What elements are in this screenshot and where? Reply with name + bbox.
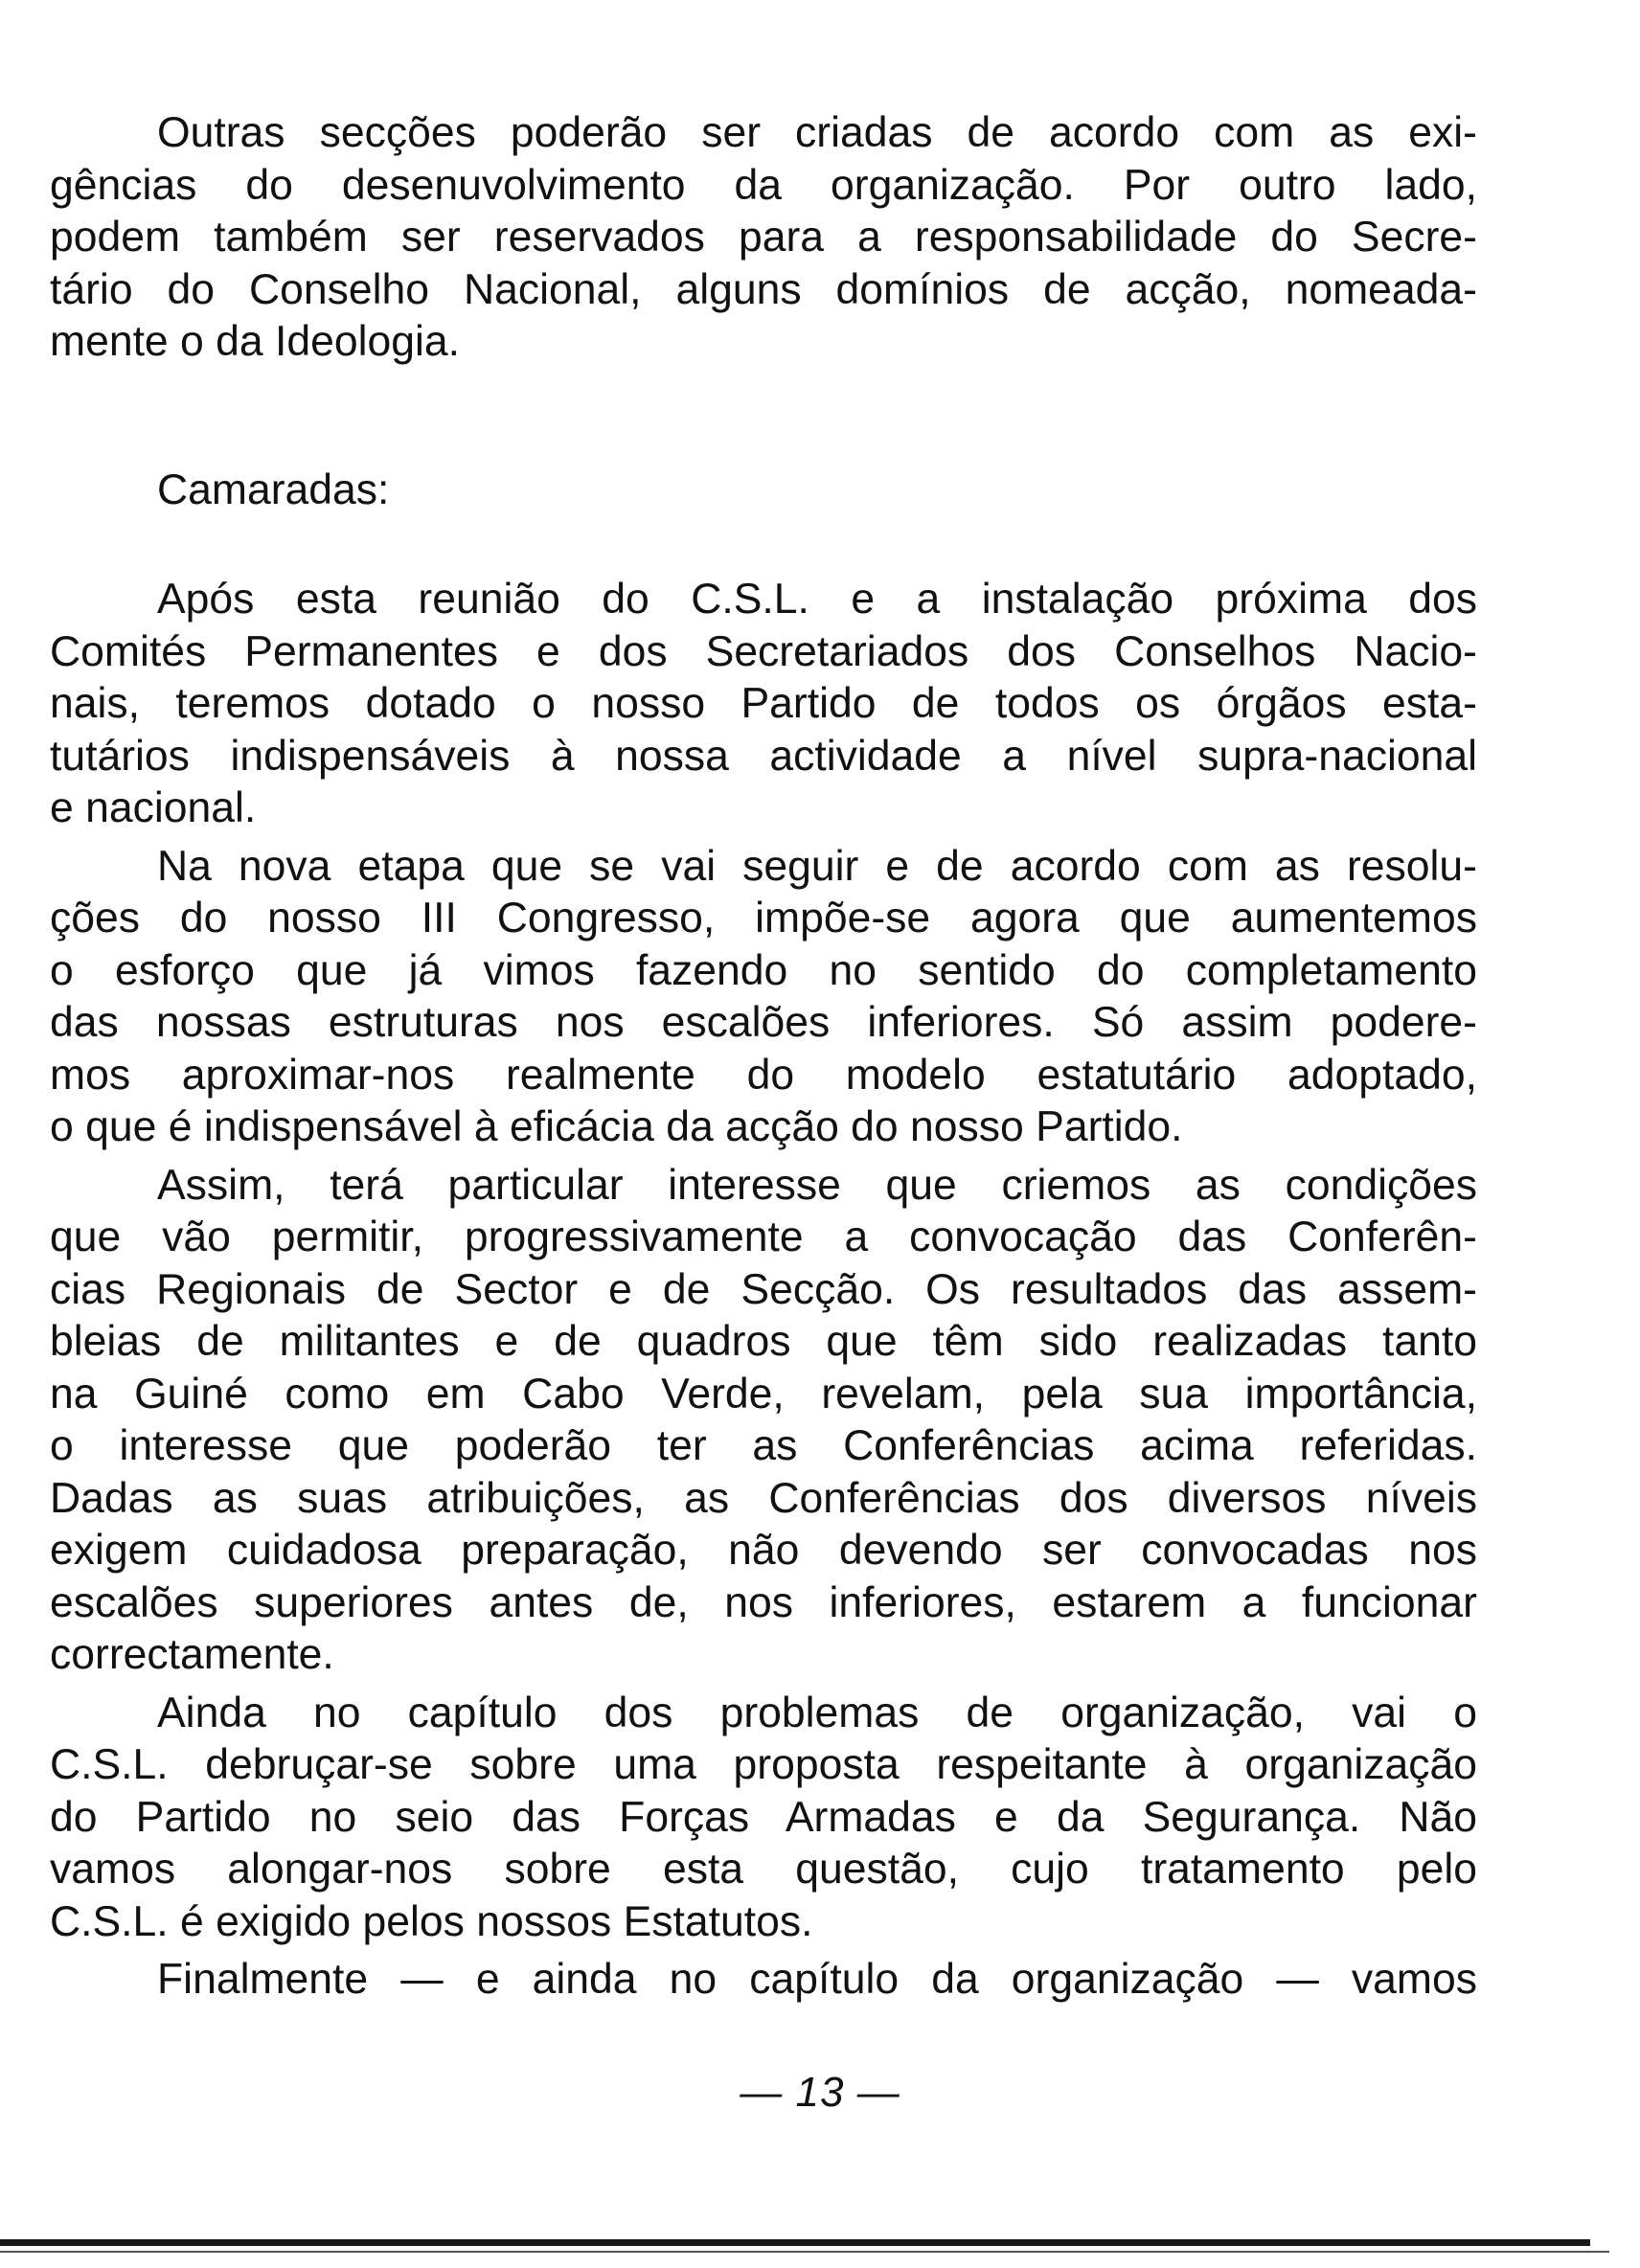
paragraph-2 <box>50 574 1477 835</box>
text-line: na Guiné como em Cabo Verde, revelam, pela sua importância, <box>50 1370 1477 1418</box>
paragraph-3 <box>50 841 1477 1154</box>
text-line: Assim, terá particular interesse que criemos as condições <box>157 1161 1477 1209</box>
text-line: Ainda no capítulo dos problemas de organização, vai o <box>157 1689 1477 1736</box>
text-line: bleias de militantes e de quadros que têm sido realizadas tanto <box>50 1318 1477 1365</box>
paragraph-4 <box>50 1160 1477 1682</box>
text-line: Após esta reunião do C.S.L. e a instalação próxima dos <box>157 576 1477 623</box>
text-line: correctamente. <box>50 1631 334 1678</box>
text-line: que vão permitir, progressivamente a convocação das Conferên- <box>50 1213 1477 1260</box>
text-line: gências do desenuvolvimento da organização. Por outro lado, <box>50 161 1477 209</box>
text-line: exigem cuidadosa preparação, não devendo ser convocadas nos <box>50 1527 1477 1574</box>
text-line: o que é indispensável à eficácia da acção do nosso Partido. <box>50 1103 1183 1150</box>
bottom-rule-shadow <box>0 2251 1609 2253</box>
text-line: tutários indispensáveis à nossa actividade a nível supra-nacional <box>50 732 1477 780</box>
text-line: nais, teremos dotado o nosso Partido de todos os órgãos esta- <box>50 680 1477 727</box>
text-line: mos aproximar-nos realmente do modelo estatutário adoptado, <box>50 1051 1477 1099</box>
text-line: escalões superiores antes de, nos inferiores, estarem a funcionar <box>50 1578 1477 1626</box>
text-line: cias Regionais de Sector e de Secção. Os resultados das assem- <box>50 1265 1477 1313</box>
document-page <box>50 107 1477 2007</box>
text-line: o interesse que poderão ter as Conferências acima referidas. <box>50 1422 1477 1469</box>
text-line: Outras secções poderão ser criadas de acordo com as exi- <box>157 109 1477 156</box>
bottom-rule <box>0 2239 1590 2246</box>
salutation: Camaradas: <box>157 465 390 513</box>
text-line: Na nova etapa que se vai seguir e de acordo com as resolu- <box>157 842 1477 890</box>
text-line: mente o da Ideologia. <box>50 318 461 365</box>
paragraph-5 <box>50 1688 1477 1949</box>
text-line: o esforço que já vimos fazendo no sentido do completamento <box>50 946 1477 994</box>
text-line: vamos alongar-nos sobre esta questão, cujo tratamento pelo <box>50 1846 1477 1893</box>
page-number: — 13 — <box>740 2069 900 2116</box>
text-line: das nossas estruturas nos escalões inferiores. Só assim podere- <box>50 999 1477 1046</box>
text-line: Finalmente — e ainda no capítulo da organização — vamos <box>157 1956 1477 2003</box>
text-line: do Partido no seio das Forças Armadas e da Segurança. Não <box>50 1793 1477 1841</box>
text-line: Comités Permanentes e dos Secretariados dos Conselhos Nacio- <box>50 627 1477 675</box>
text-line: ções do nosso III Congresso, impõe-se agora que aumentemos <box>50 895 1477 941</box>
text-line: Dadas as suas atribuições, as Conferências dos diversos níveis <box>50 1474 1477 1522</box>
text-line: C.S.L. debruçar-se sobre uma proposta respeitante à organização <box>50 1741 1477 1788</box>
paragraph-6 <box>50 1954 1477 2007</box>
text-line: C.S.L. é exigido pelos nossos Estatutos. <box>50 1897 813 1945</box>
text-line: tário do Conselho Nacional, alguns domínios de acção, nomeada- <box>50 265 1477 313</box>
text-line: podem também ser reservados para a responsabilidade do Secre- <box>50 214 1477 261</box>
text-line: e nacional. <box>50 784 257 831</box>
paragraph-1 <box>50 107 1477 369</box>
